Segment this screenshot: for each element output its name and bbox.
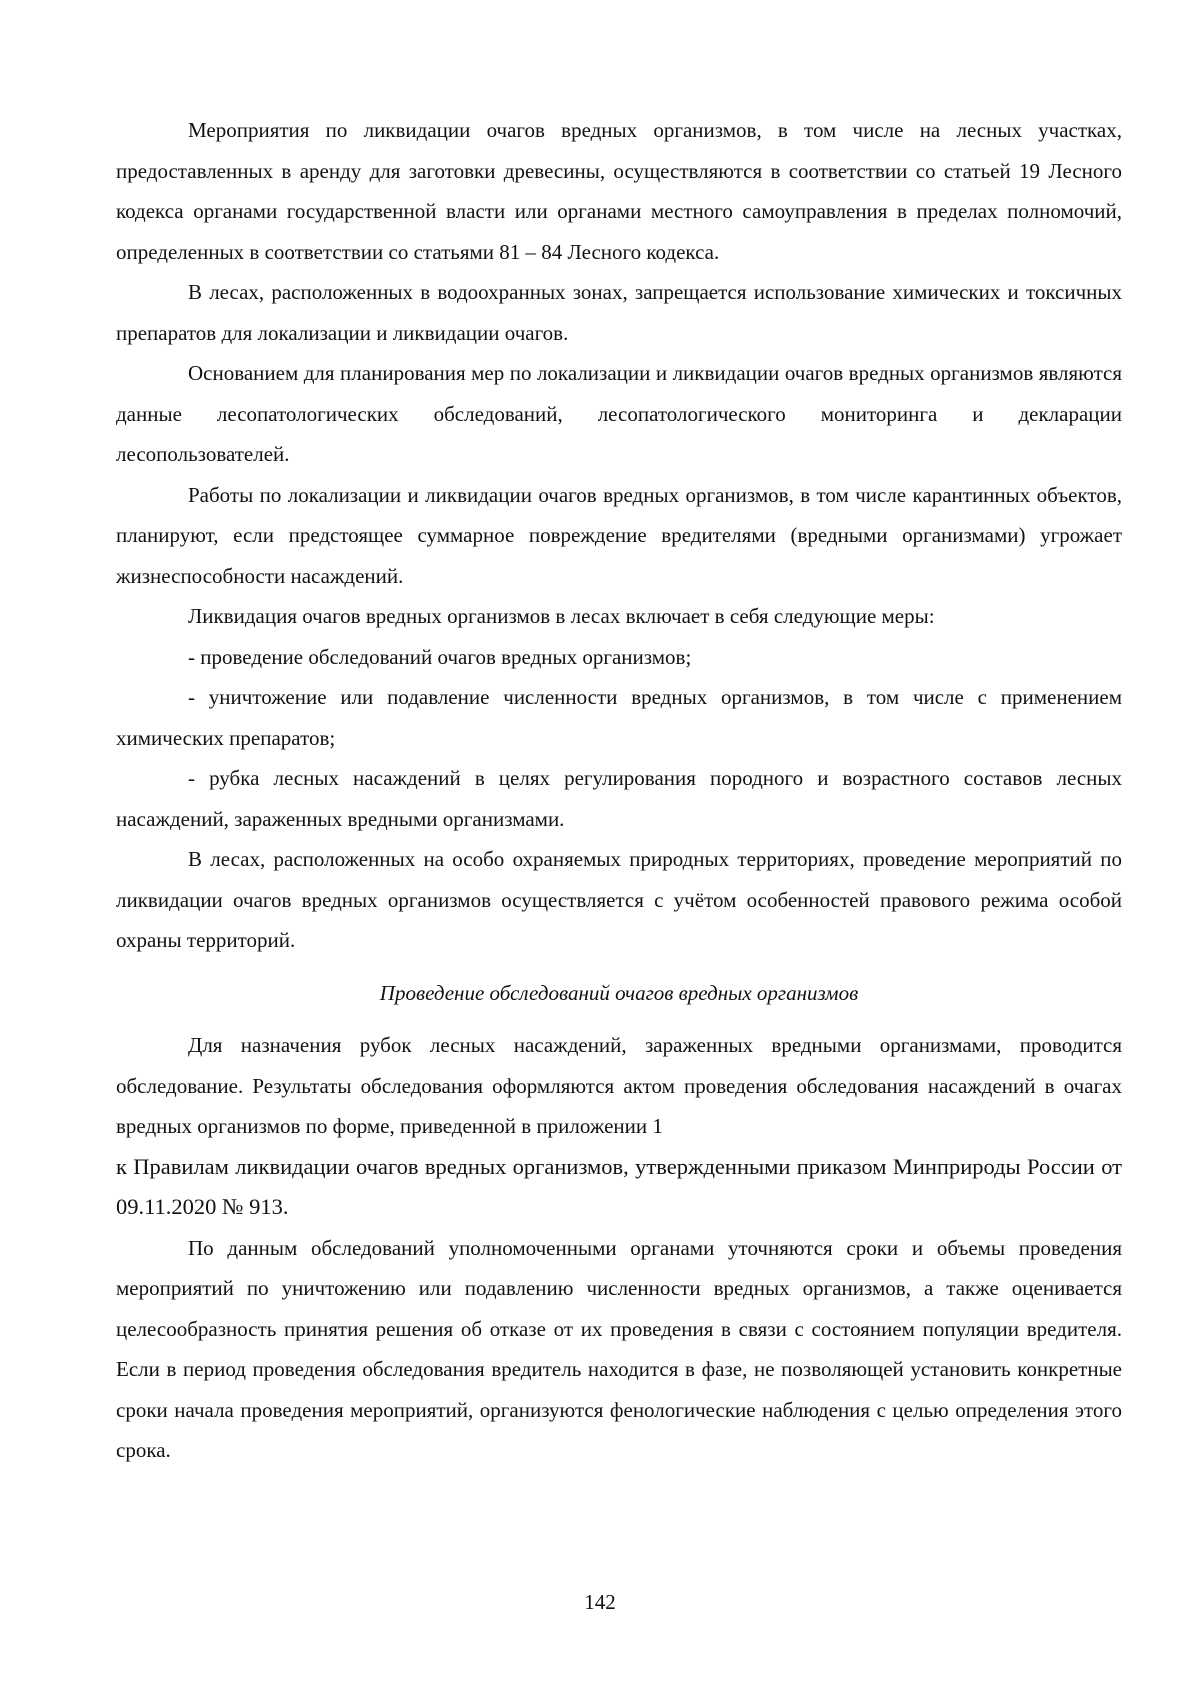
paragraph-survey-part-1: Для назначения рубок лесных насаждений, зараженных вредными организмами, проводится обследование. Результаты обследования оформляются актом проведения обследования насаждений в очагах вредных организмов по форме, приведенной в приложении 1	[116, 1033, 1122, 1138]
paragraph-survey-part-2: к Правилам ликвидации очагов вредных организмов, утвержденными приказом Минприроды России от 09.11.2020 № 913.	[116, 1153, 1122, 1219]
document-page	[116, 110, 1122, 1471]
page-number: 142	[584, 1590, 616, 1614]
paragraph-quarantine-works: Работы по локализации и ликвидации очагов вредных организмов, в том числе карантинных объектов, планируют, если предстоящее суммарное повреждение вредителями (вредными организмами) угрожает жизнеспособности насаждений.	[116, 482, 1122, 588]
list-item-suppression: - уничтожение или подавление численности вредных организмов, в том числе с применением химических препаратов;	[116, 685, 1122, 750]
paragraph-planning-basis: Основанием для планирования мер по локализации и ликвидации очагов вредных организмов являются данные лесопатологических обследований, лесопатологического мониторинга и декларации лесопользователей.	[116, 361, 1122, 466]
paragraph-liquidation-measures: Мероприятия по ликвидации очагов вредных организмов, в том числе на лесных участках, предоставленных в аренду для заготовки древесины, осуществляются в соответствии со статьей 19 Лесного кодекса органами государственной власти или органами местного самоуправления в пределах полномочий, определенных в соответствии со статьями 81 – 84 Лесного кодекса.	[116, 118, 1122, 264]
section-heading: Проведение обследований очагов вредных организмов	[379, 980, 859, 1005]
paragraph-protected-areas: В лесах, расположенных на особо охраняемых природных территориях, проведение мероприятий по ликвидации очагов вредных организмов осуществляется с учётом особенностей правового режима особой охраны территорий.	[116, 847, 1122, 952]
paragraph-measures-intro: Ликвидация очагов вредных организмов в лесах включает в себя следующие меры:	[188, 604, 935, 628]
paragraph-survey-results: По данным обследований уполномоченными органами уточняются сроки и объемы проведения мероприятий по уничтожению или подавлению численности вредных организмов, а также оценивается целесообразность принятия решения об отказе от их проведения в связи с состоянием популяции вредителя. Если в период проведения обследования вредитель находится в фазе, не позволяющей установить конкретные сроки начала проведения мероприятий, организуются фенологические наблюдения с целью определения этого срока.	[116, 1235, 1122, 1462]
list-item-felling: - рубка лесных насаждений в целях регулирования породного и возрастного составов лесных насаждений, зараженных вредными организмами.	[116, 766, 1122, 831]
list-item-surveys: - проведение обследований очагов вредных организмов;	[188, 644, 692, 669]
paragraph-water-protection-zones: В лесах, расположенных в водоохранных зонах, запрещается использование химических и токсичных препаратов для локализации и ликвидации очагов.	[116, 280, 1122, 345]
